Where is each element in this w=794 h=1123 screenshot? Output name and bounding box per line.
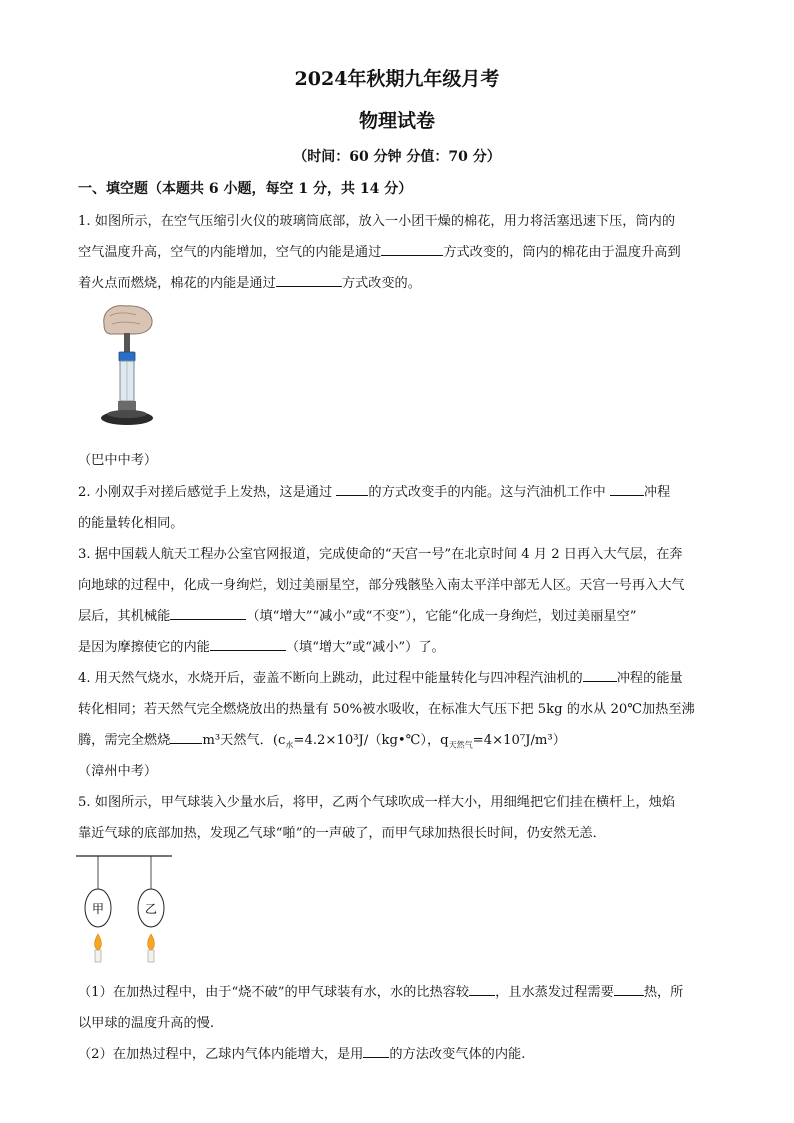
fire-syringe-figure (86, 302, 166, 432)
answer-blank[interactable] (170, 606, 246, 620)
q5-part2-line-1: （2）在加热过程中，乙球内气体内能增大，是用 的方法改变气体的内能. (78, 1043, 728, 1062)
q4-line-2: 转化相同；若天然气完全燃烧放出的热量有 50%被水吸收，在标准大气压下把 5kg 的水从 20℃加热至沸 (78, 702, 695, 717)
q5-part1-line-1: （1）在加热过程中，由于“烧不破”的甲气球装有水，水的比热容较 ，且水蒸发过程需要 热，所 (78, 981, 728, 1000)
flame-icon (148, 934, 155, 950)
q5-line-1: 5. 如图所示，甲气球装入少量水后，将甲，乙两个气球吹成一样大小，用细绳把它们挂在横杆上，烛焰 (78, 795, 676, 810)
q1-line-2: 空气温度升高，空气的内能增加，空气的内能是通过 方式改变的，筒内的棉花由于温度升高到 (78, 241, 728, 260)
exam-title: 2024年秋期九年级月考 (294, 68, 500, 90)
answer-blank[interactable] (210, 637, 286, 651)
answer-blank[interactable] (363, 1044, 389, 1058)
q3-line-1: 3. 据中国载人航天工程办公室官网报道，完成使命的“天宫一号”在北京时间 4 月 2 日再入大气层，在奔 (78, 547, 683, 562)
q5-part1-line-2: 以甲球的温度升高的慢. (78, 1016, 215, 1031)
flame-icon (95, 934, 102, 950)
q1-line-1: 1. 如图所示，在空气压缩引火仪的玻璃筒底部，放入一小团干燥的棉花，用力将活塞迅速下压，筒内的 (78, 214, 676, 229)
q4-source: （漳州中考） (78, 764, 158, 779)
candle-icon (95, 950, 101, 962)
answer-blank[interactable] (336, 482, 368, 496)
answer-blank[interactable] (610, 482, 644, 496)
q5-line-2: 靠近气球的底部加热，发现乙气球“啪”的一声破了，而甲气球加热很长时间，仍安然无恙． (78, 826, 606, 841)
answer-blank[interactable] (276, 273, 342, 287)
q3-line-2: 向地球的过程中，化成一身绚烂，划过美丽星空，部分残骸坠入南太平洋中部无人区。天宫一号再入大气 (78, 578, 685, 593)
exam-subject: 物理试卷 (358, 110, 435, 132)
answer-blank[interactable] (469, 982, 495, 996)
q3-line-3: 层后，其机械能 （填“增大”“减小”或“不变”），它能“化成一身绚烂，划过美丽星空” (78, 605, 728, 624)
balloon-yi-label: 乙 (144, 902, 158, 916)
balloon-figure (76, 850, 176, 965)
exam-info: （时间：60 分钟 分值：70 分） (293, 149, 501, 165)
answer-blank[interactable] (583, 668, 617, 682)
answer-blank[interactable] (614, 982, 644, 996)
q2-line-2: 的能量转化相同。 (78, 516, 184, 531)
answer-blank[interactable] (381, 242, 443, 256)
answer-blank[interactable] (170, 730, 202, 744)
q1-line-3: 着火点而燃烧，棉花的内能是通过 方式改变的。 (78, 272, 728, 291)
candle-icon (148, 950, 154, 962)
q3-line-4: 是因为摩擦使它的内能 （填“增大”或“减小”）了。 (78, 636, 728, 655)
q4-line-3: 腾，需完全燃烧 m³天然气．($c_水=4.2\times 10^3J/(kg•℃)$，$q_{天然气}=4\times 10^7J/m^3$） (78, 729, 728, 751)
q1-source: （巴中中考） (78, 453, 158, 468)
balloon-jia-label: 甲 (91, 902, 105, 916)
section-heading: 一、填空题（本题共 6 小题，每空 1 分，共 14 分） (78, 181, 413, 197)
q2-line-1: 2. 小刚双手对搓后感觉手上发热，这是通过 的方式改变手的内能。这与汽油机工作中 冲程 (78, 481, 728, 500)
q4-line-1: 4. 用天然气烧水，水烧开后，壶盖不断向上跳动，此过程中能量转化与四冲程汽油机的 冲程的能量 (78, 667, 728, 686)
